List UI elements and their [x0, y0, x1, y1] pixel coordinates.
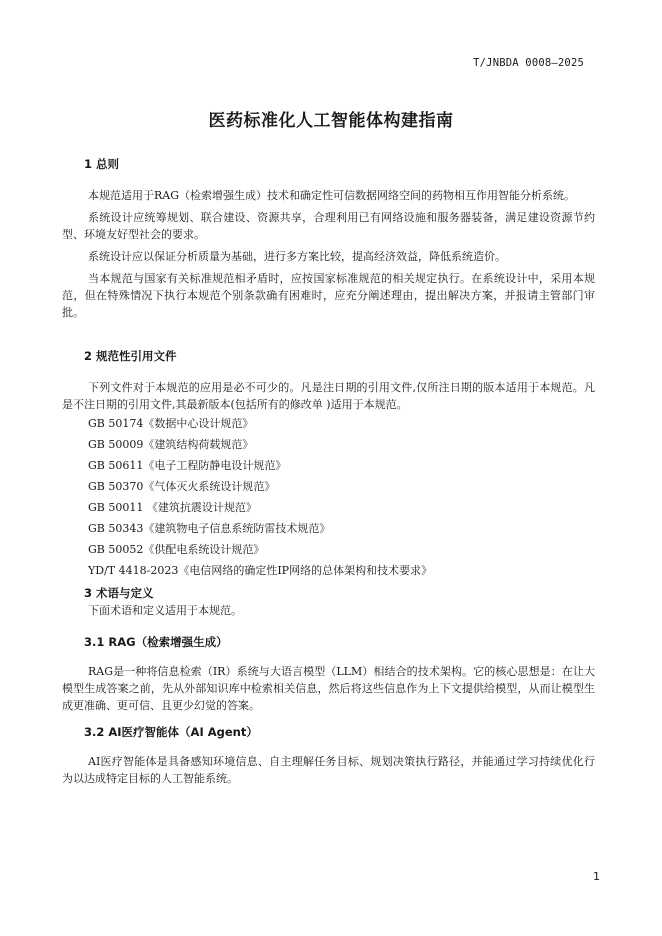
section-3: [62, 585, 595, 601]
subsection-3-1: [62, 634, 595, 650]
paragraph: AI医疗智能体是具备感知环境信息、自主理解任务目标、规划决策执行路径，并能通过学习持续优化行为以达成特定目标的人工智能系统。: [62, 755, 595, 785]
paragraph: 下面术语和定义适用于本规范。: [88, 604, 242, 617]
subsection-3-2-body: [62, 753, 595, 787]
section-heading: 1 总则: [84, 157, 120, 171]
reference-item: GB 50174《数据中心设计规范》: [88, 417, 254, 430]
document-title: 医药标准化人工智能体构建指南: [208, 111, 454, 131]
subsection-heading: 3.1 RAG（检索增强生成）: [84, 635, 228, 649]
section-1: [62, 156, 595, 172]
section-heading: 3 术语与定义: [84, 586, 154, 600]
standard-code: T/JNBDA 0008—2025: [473, 57, 584, 69]
reference-item: GB 50052《供配电系统设计规范》: [88, 543, 265, 556]
paragraph: 下列文件对于本规范的应用是必不可少的。凡是注日期的引用文件,仅所注日期的版本适用于本规范。凡是不注日期的引用文件,其最新版本(包括所有的修改单 )适用于本规范。: [62, 381, 595, 411]
subsection-3-1-body: [62, 663, 595, 714]
paragraph: RAG是一种将信息检索（IR）系统与大语言模型（LLM）相结合的技术架构。它的核心思想是：在让大模型生成答案之前，先从外部知识库中检索相关信息，然后将这些信息作为上下文提供给模型，从而让模型生成更准确、更可信、且更少幻觉的答案。: [62, 665, 595, 712]
reference-item: GB 50011 《建筑抗震设计规范》: [88, 501, 257, 514]
section-1-body: [62, 187, 595, 321]
reference-list: [62, 415, 595, 583]
section-heading: 2 规范性引用文件: [84, 349, 177, 363]
paragraph: 系统设计应以保证分析质量为基础，进行多方案比较，提高经济效益，降低系统造价。: [88, 250, 506, 263]
reference-item: YD/T 4418-2023《电信网络的确定性IP网络的总体架构和技术要求》: [88, 564, 433, 577]
reference-item: GB 50370《气体灭火系统设计规范》: [88, 480, 276, 493]
section-2: [62, 348, 595, 364]
reference-item: GB 50009《建筑结构荷载规范》: [88, 438, 254, 451]
paragraph: 本规范适用于RAG（检索增强生成）技术和确定性可信数据网络空间的药物相互作用智能分析系统。: [88, 189, 576, 202]
subsection-3-2: [62, 724, 595, 740]
page-number: 1: [593, 870, 600, 883]
paragraph: 当本规范与国家有关标准规范相矛盾时，应按国家标准规范的相关规定执行。在系统设计中，采用本规范，但在特殊情况下执行本规范个别条款确有困难时，应充分阐述理由，提出解决方案，并报请主管部门审批。: [62, 272, 595, 319]
section-3-intro: [62, 602, 595, 619]
section-2-body: [62, 379, 595, 413]
reference-item: GB 50611《电子工程防静电设计规范》: [88, 459, 287, 472]
subsection-heading: 3.2 AI医疗智能体（AI Agent）: [84, 725, 258, 739]
paragraph: 系统设计应统筹规划、联合建设、资源共享，合理利用已有网络设施和服务器装备，满足建设资源节约型、环境友好型社会的要求。: [62, 211, 595, 241]
reference-item: GB 50343《建筑物电子信息系统防雷技术规范》: [88, 522, 331, 535]
